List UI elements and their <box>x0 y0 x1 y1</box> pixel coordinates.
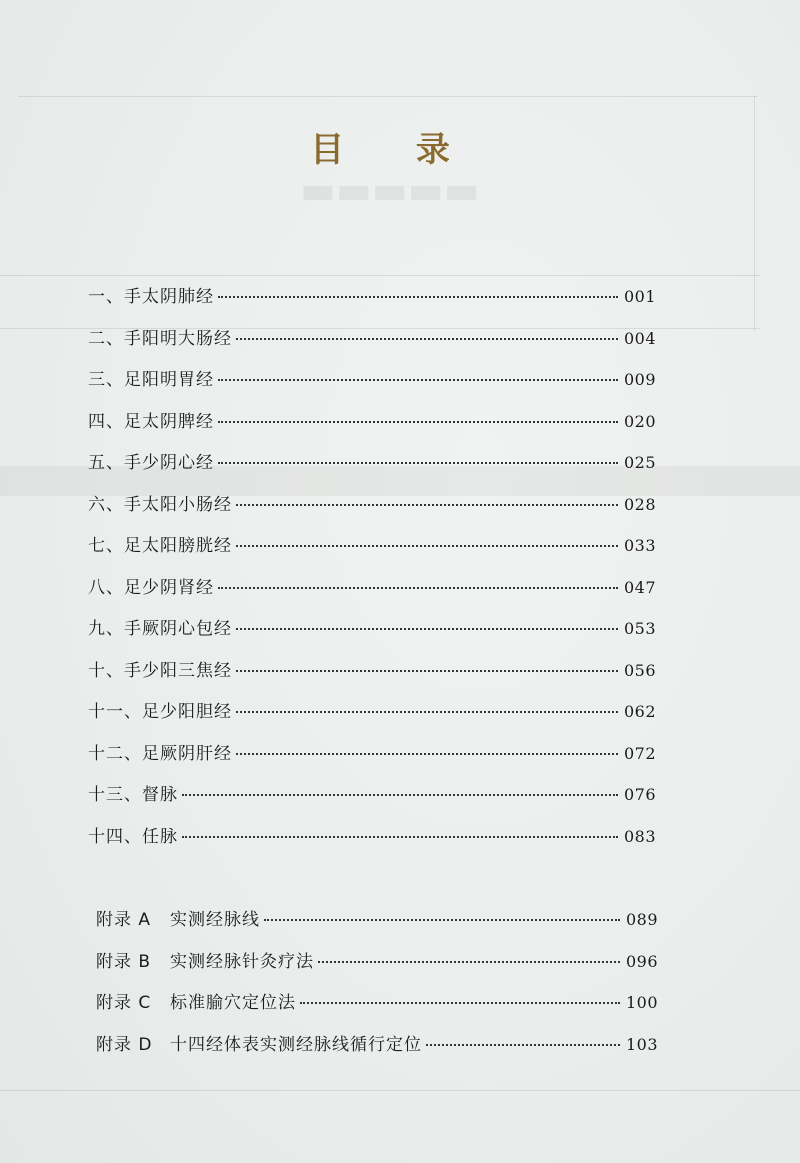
toc-entry[interactable] <box>88 697 656 739</box>
appendix-page: 089 <box>625 910 658 929</box>
dot-leader <box>300 1002 620 1004</box>
appendix-page: 096 <box>625 951 658 971</box>
dot-leader <box>218 379 618 381</box>
appendix-label: 实测经脉线 <box>170 910 260 930</box>
toc-entry[interactable] <box>88 324 656 366</box>
toc-entry[interactable] <box>88 531 656 573</box>
toc-entry[interactable] <box>88 448 656 490</box>
show-through-rule <box>0 275 760 276</box>
dot-leader <box>182 794 618 796</box>
appendix-page: 100 <box>625 993 658 1012</box>
appendix-list <box>96 905 658 1071</box>
dot-leader <box>236 670 618 672</box>
appendix-label: 实测经脉针灸疗法 <box>170 951 314 972</box>
toc-entry-label: 一、手太阴肺经 <box>88 287 214 307</box>
toc-entry[interactable] <box>88 365 656 407</box>
appendix-prefix: 附录 A <box>96 910 152 930</box>
toc-entry-page: 033 <box>623 536 656 555</box>
toc-entry-label: 三、足阳明胃经 <box>88 370 214 390</box>
toc-entry[interactable] <box>88 490 656 532</box>
dot-leader <box>218 296 618 298</box>
dot-leader <box>236 753 618 755</box>
show-through-heading: ▬▬▬▬▬ <box>300 168 480 212</box>
dot-leader <box>236 545 618 547</box>
toc-entry[interactable] <box>88 282 656 324</box>
dot-leader <box>218 587 618 589</box>
toc-entry-label: 九、手厥阴心包经 <box>88 619 232 639</box>
appendix-entry[interactable] <box>96 988 658 1030</box>
page-title: 目 录 <box>310 130 480 170</box>
toc-entry-label: 十三、督脉 <box>88 785 178 805</box>
show-through-rule <box>0 1090 800 1091</box>
toc-entry[interactable] <box>88 739 656 781</box>
dot-leader <box>182 836 618 838</box>
toc-entry-page: 083 <box>623 826 656 846</box>
appendix-page: 103 <box>625 1034 658 1054</box>
toc-entry-label: 二、手阳明大肠经 <box>88 328 232 349</box>
appendix-entry[interactable] <box>96 1030 658 1072</box>
toc-entry-page: 053 <box>623 619 656 638</box>
toc-entry-page: 004 <box>623 328 656 348</box>
dot-leader <box>264 919 620 921</box>
toc-entry-page: 062 <box>623 702 656 721</box>
dot-leader <box>218 421 618 423</box>
appendix-label: 十四经体表实测经脉线循行定位 <box>170 1034 422 1055</box>
toc-entry[interactable] <box>88 656 656 698</box>
toc-entry[interactable] <box>88 780 656 822</box>
toc-entry-page: 020 <box>623 411 656 431</box>
toc-entry-page: 047 <box>623 577 656 597</box>
chapter-list <box>88 282 656 863</box>
toc-entry-label: 十二、足厥阴肝经 <box>88 743 232 764</box>
dot-leader <box>218 462 618 464</box>
toc-entry[interactable] <box>88 614 656 656</box>
toc-entry[interactable] <box>88 822 656 864</box>
toc-entry-label: 六、手太阳小肠经 <box>88 494 232 515</box>
dot-leader <box>236 711 618 713</box>
toc-entry-label: 十一、足少阳胆经 <box>88 702 232 722</box>
toc-entry-label: 八、足少阴肾经 <box>88 577 214 598</box>
toc-entry-page: 001 <box>623 287 656 306</box>
toc-entry-label: 四、足太阴脾经 <box>88 411 214 432</box>
toc-entry-page: 028 <box>623 494 656 514</box>
toc-entry-page: 056 <box>623 660 656 680</box>
toc-entry-label: 十四、任脉 <box>88 826 178 847</box>
dot-leader <box>236 338 618 340</box>
appendix-prefix: 附录 B <box>96 951 152 972</box>
toc-entry-page: 072 <box>623 743 656 763</box>
toc-entry-page: 076 <box>623 785 656 804</box>
appendix-prefix: 附录 C <box>96 993 152 1013</box>
appendix-entry[interactable] <box>96 947 658 989</box>
toc-entry-label: 五、手少阴心经 <box>88 453 214 473</box>
appendix-entry[interactable] <box>96 905 658 947</box>
dot-leader <box>236 628 618 630</box>
appendix-label: 标准腧穴定位法 <box>170 993 296 1013</box>
appendix-prefix: 附录 D <box>96 1034 153 1055</box>
dot-leader <box>426 1044 620 1046</box>
toc-entry-label: 十、手少阳三焦经 <box>88 660 232 681</box>
toc-entry-page: 025 <box>623 453 656 472</box>
dot-leader <box>236 504 618 506</box>
toc-entry-label: 七、足太阳膀胱经 <box>88 536 232 556</box>
toc-entry-page: 009 <box>623 370 656 389</box>
toc-entry[interactable] <box>88 573 656 615</box>
toc-entry[interactable] <box>88 407 656 449</box>
dot-leader <box>318 961 620 963</box>
show-through-rule <box>18 96 758 97</box>
